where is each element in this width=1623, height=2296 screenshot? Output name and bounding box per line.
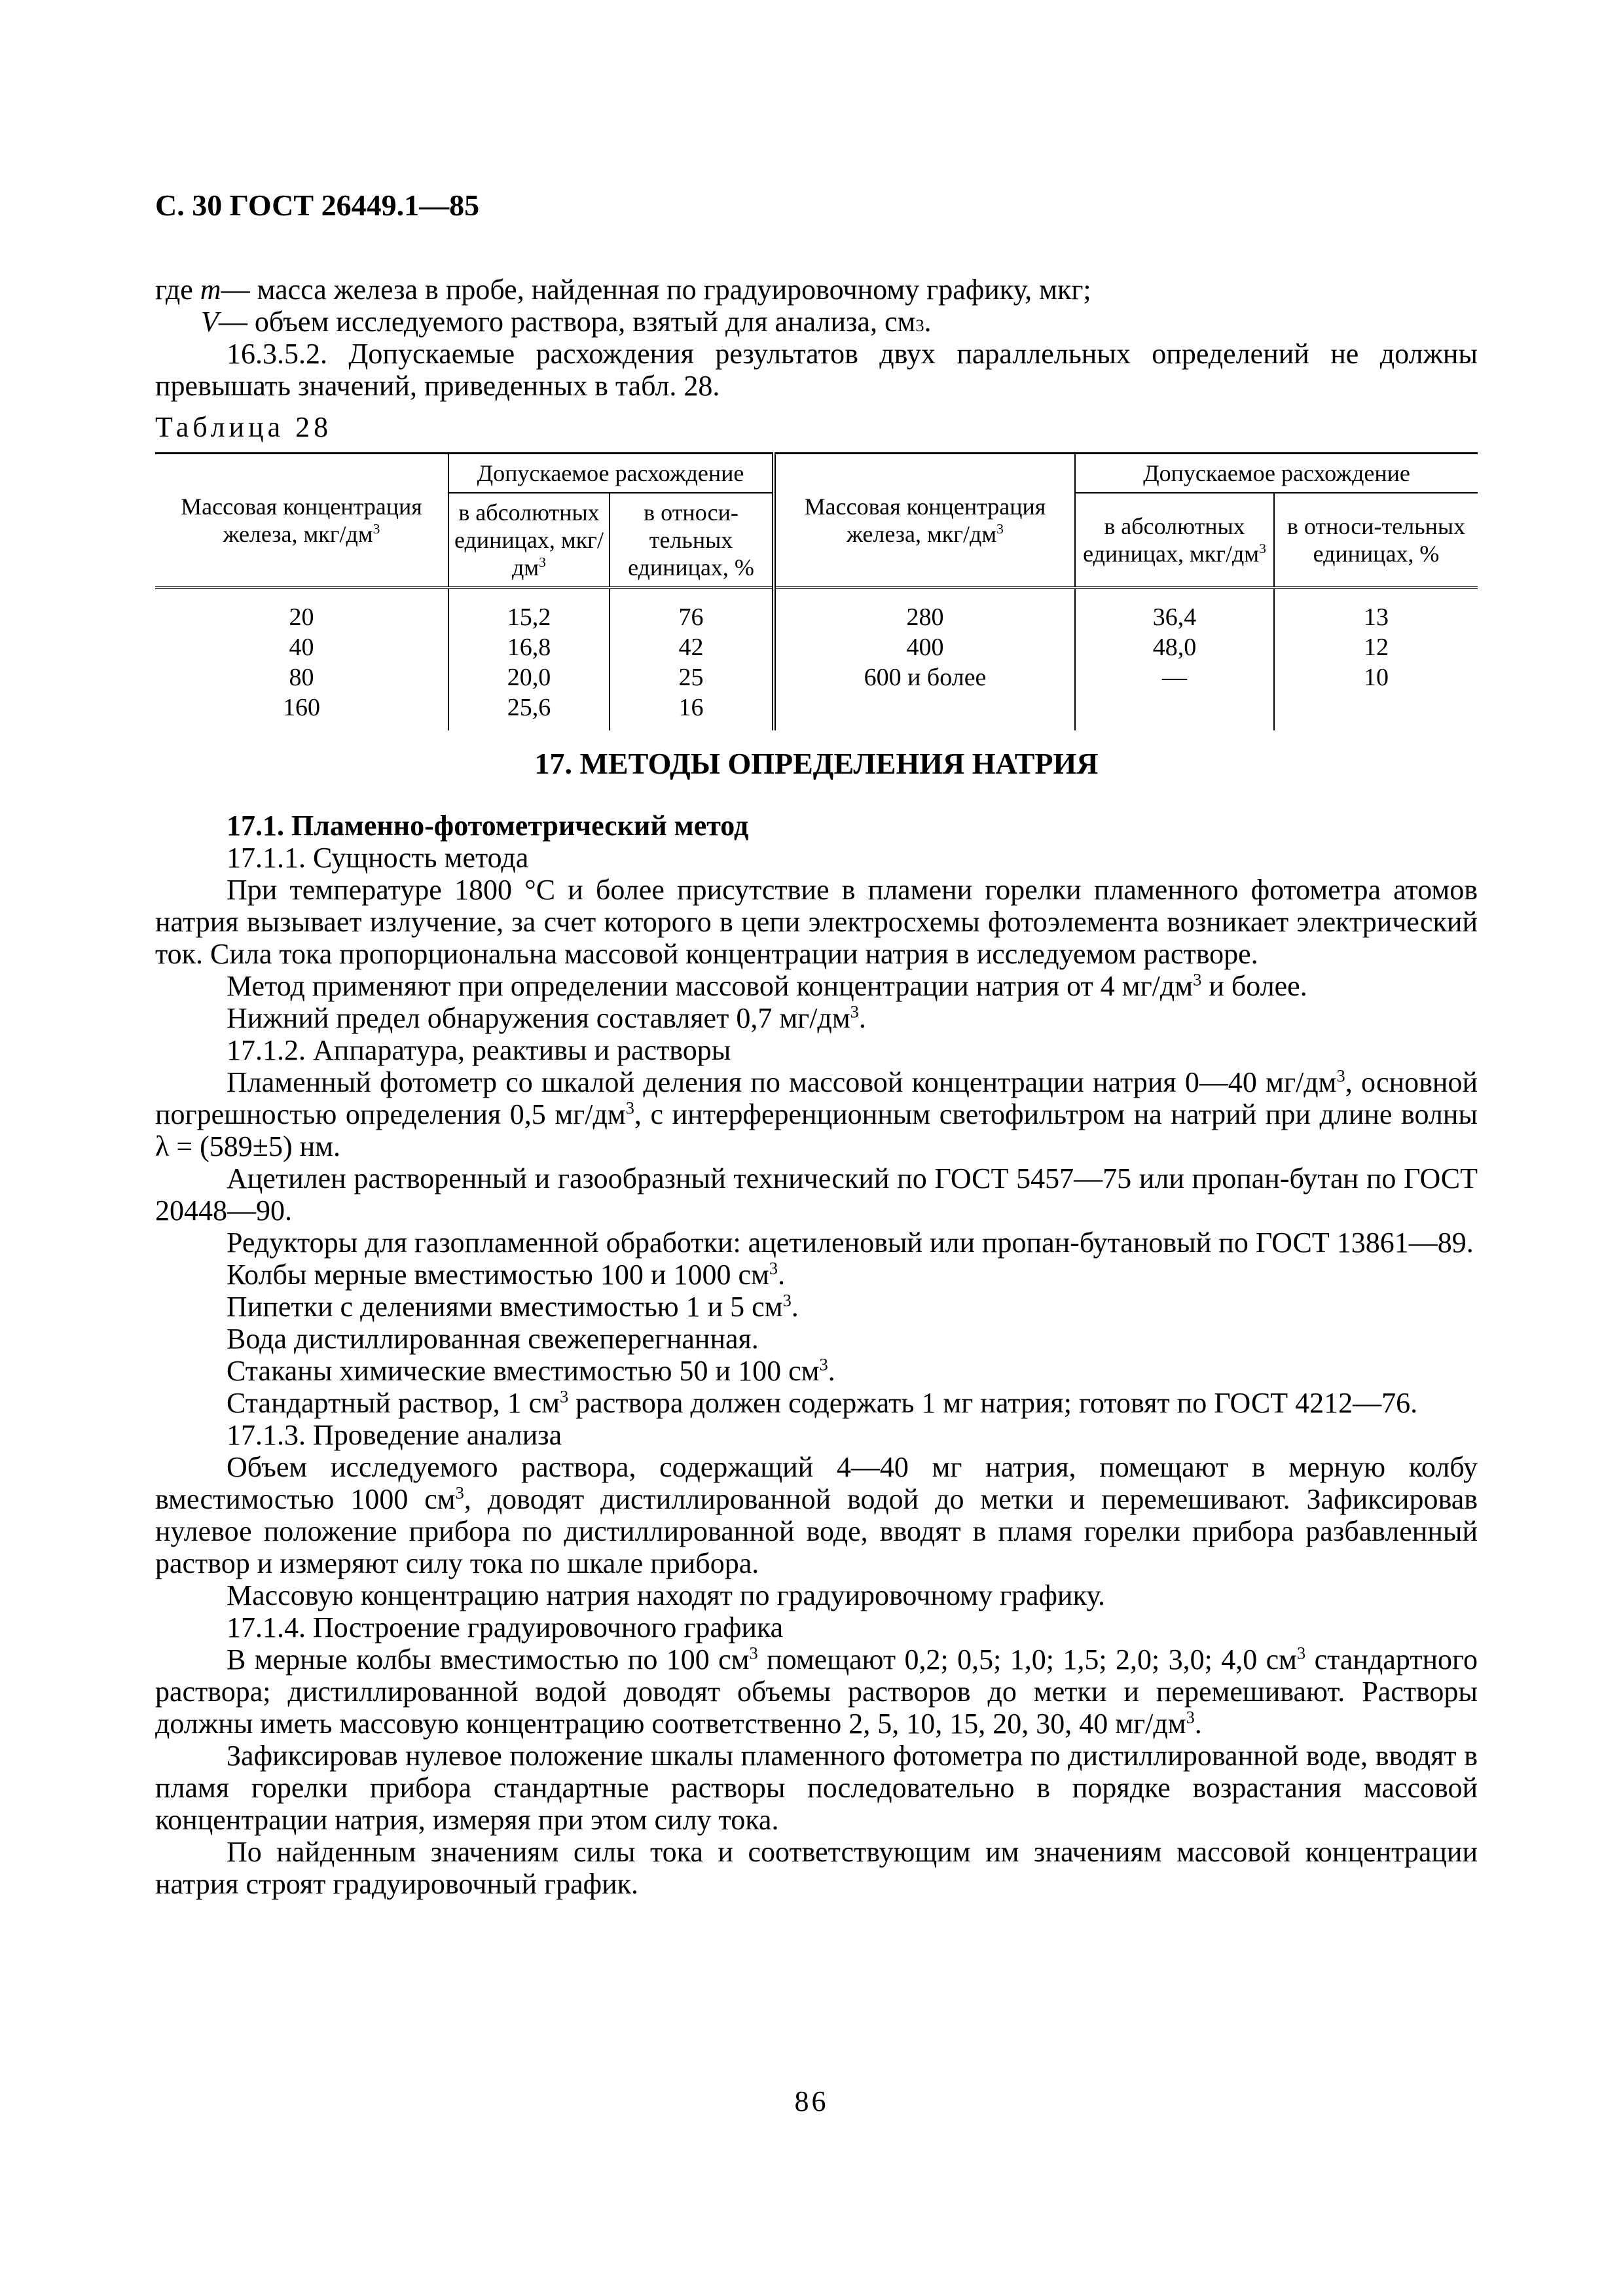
paragraph-pipettes: Пипетки с делениями вместимостью 1 и 5 $см^3$.	[227, 1290, 799, 1323]
header-relative: в относи-тельных единицах, %	[610, 493, 774, 588]
header-relative: в относи-тельных единицах, %	[1274, 493, 1478, 588]
subsection-17-1-2: 17.1.2. Аппаратура, реактивы и растворы	[227, 1034, 731, 1066]
table-cell-absolute: 36,4 48,0 —	[1075, 588, 1274, 730]
paragraph-standard-solution: Стандартный раствор, 1 $см^3$ раствора должен содержать 1 мг натрия; готовят по ГОСТ 4212—76.	[227, 1386, 1418, 1419]
paragraph-beakers: Стаканы химические вместимостью 50 и 100 $см^3$.	[227, 1354, 835, 1387]
table-cell-relative: 13 12 10	[1274, 588, 1478, 730]
paragraph-flasks: Колбы мерные вместимостью 100 и 1000 $см^3$.	[227, 1258, 786, 1291]
document-body	[155, 274, 1478, 1900]
paragraph-detection-limit: Нижний предел обнаружения составляет 0,7 $мг/дм^3$.	[227, 1001, 866, 1034]
table-cell-concentration: 20 40 80 160	[283, 603, 320, 721]
paragraph-water: Вода дистиллированная свежеперегнанная.	[227, 1323, 759, 1355]
header-concentration: Массовая концентрация железа, мкг/$дм^3$	[774, 454, 1075, 588]
subsection-17-1-4: 17.1.4. Построение градуировочного графика	[227, 1611, 784, 1643]
table-caption: Таблица 28	[155, 411, 333, 443]
definition-text: — объем исследуемого раствора, взятый для анализа, см	[218, 306, 916, 338]
paragraph-method: Метод применяют при определении массовой концентрации натрия от 4 $мг/дм^3$ и более.	[227, 969, 1307, 1002]
subsection-17-1-1: 17.1.1. Сущность метода	[227, 842, 529, 874]
header-absolute: в абсолютных единицах, мкг/$дм^3$	[1075, 493, 1274, 588]
header-concentration: Массовая концентрация железа, мкг/$дм^3$	[155, 454, 448, 588]
table-cell-concentration: 280 400 600 и более	[774, 588, 1075, 730]
definition-v: V — объем исследуемого раствора, взятый для анализа, см 3 .	[201, 306, 932, 338]
paragraph-essence: При температуре 1800 °С и более присутствие в пламени горелки пламенного фотометра атомов натрия вызывает излучение, за счет которого в цепи электросхемы фотоэлемента возникает электрический ток. Сила тока пропорциональна массовой концентрации натрия в исследуемом растворе.	[155, 874, 1478, 970]
header-absolute: в абсолютных единицах, мкг/$дм^3$	[448, 493, 610, 588]
table-cell-relative: 76 42 25 16	[610, 588, 774, 730]
definition-m: где m — масса железа в пробе, найденная по градуировочному графику, мкг;	[155, 274, 1091, 306]
table-28	[155, 452, 1478, 730]
section-title: 17. МЕТОДЫ ОПРЕДЕЛЕНИЯ НАТРИЯ	[534, 747, 1099, 780]
header-tolerance: Допускаемое расхождение	[1075, 454, 1478, 493]
paragraph-calibration: В мерные колбы вместимостью по 100 $см^3$ помещают 0,2; 0,5; 1,0; 1,5; 2,0; 3,0; 4,0 $см^3$ стандартного раствора; дистиллированной водой доводят объемы растворов до метки и перемешивают. Растворы должны иметь массовую концентрацию соответственно 2, 5, 10, 15, 20, 30, 40 $мг/дм^3$.	[155, 1643, 1478, 1740]
paragraph-concentration: Массовую концентрацию натрия находят по градуировочному графику.	[227, 1579, 1105, 1611]
definition-symbol: V	[201, 306, 219, 338]
page-header: С. 30 ГОСТ 26449.1—85	[155, 188, 480, 222]
paragraph-reducers: Редукторы для газопламенной обработки: ацетиленовый или пропан-бутановый по ГОСТ 13861—89.	[227, 1227, 1474, 1259]
subsection-17-1: 17.1. Пламенно-фотометрический метод	[227, 810, 749, 842]
paragraph-volume: Объем исследуемого раствора, содержащий 4—40 мг натрия, помещают в мерную колбу вместимостью 1000 $см^3$, доводят дистиллированной водой до метки и перемешивают. Зафиксировав нулевое положение прибора по дистиллированной воде, вводят в пламя горелки прибора разбавленный раствор и измеряют силу тока по шкале прибора.	[155, 1451, 1478, 1579]
definition-text: — масса железа в пробе, найденная по градуировочному графику, мкг;	[221, 274, 1091, 306]
paragraph-graph: По найденным значениям силы тока и соответствующим им значениям массовой концентрации натрия строят градуировочный график.	[155, 1836, 1478, 1900]
header-tolerance: Допускаемое расхождение	[448, 454, 774, 493]
paragraph-photometer: Пламенный фотометр со шкалой деления по массовой концентрации натрия 0—40 $мг/дм^3$, основной погрешностью определения 0,5 $мг/дм^3$, с интерференционным светофильтром на натрий при длине волны λ = (589±5) нм.	[155, 1066, 1478, 1162]
table-cell-absolute: 15,2 16,8 20,0 25,6	[448, 588, 610, 730]
paragraph-zero-setting: Зафиксировав нулевое положение шкалы пламенного фотометра по дистиллированной воде, вводят в пламя горелки прибора стандартные растворы последовательно в порядке возрастания массовой концентрации натрия, измеряя при этом силу тока.	[155, 1740, 1478, 1836]
paragraph-16-3-5-2: 16.3.5.2. Допускаемые расхождения результатов двух параллельных определений не должны превышать значений, приведенных в табл. 28.	[155, 338, 1478, 402]
subsection-17-1-3: 17.1.3. Проведение анализа	[227, 1419, 562, 1451]
definition-symbol: m	[200, 274, 221, 306]
paragraph-acetylene: Ацетилен растворенный и газообразный технический по ГОСТ 5457—75 или пропан-бутан по ГОСТ 20448—90.	[155, 1162, 1478, 1227]
page-number: 86	[794, 2085, 829, 2117]
